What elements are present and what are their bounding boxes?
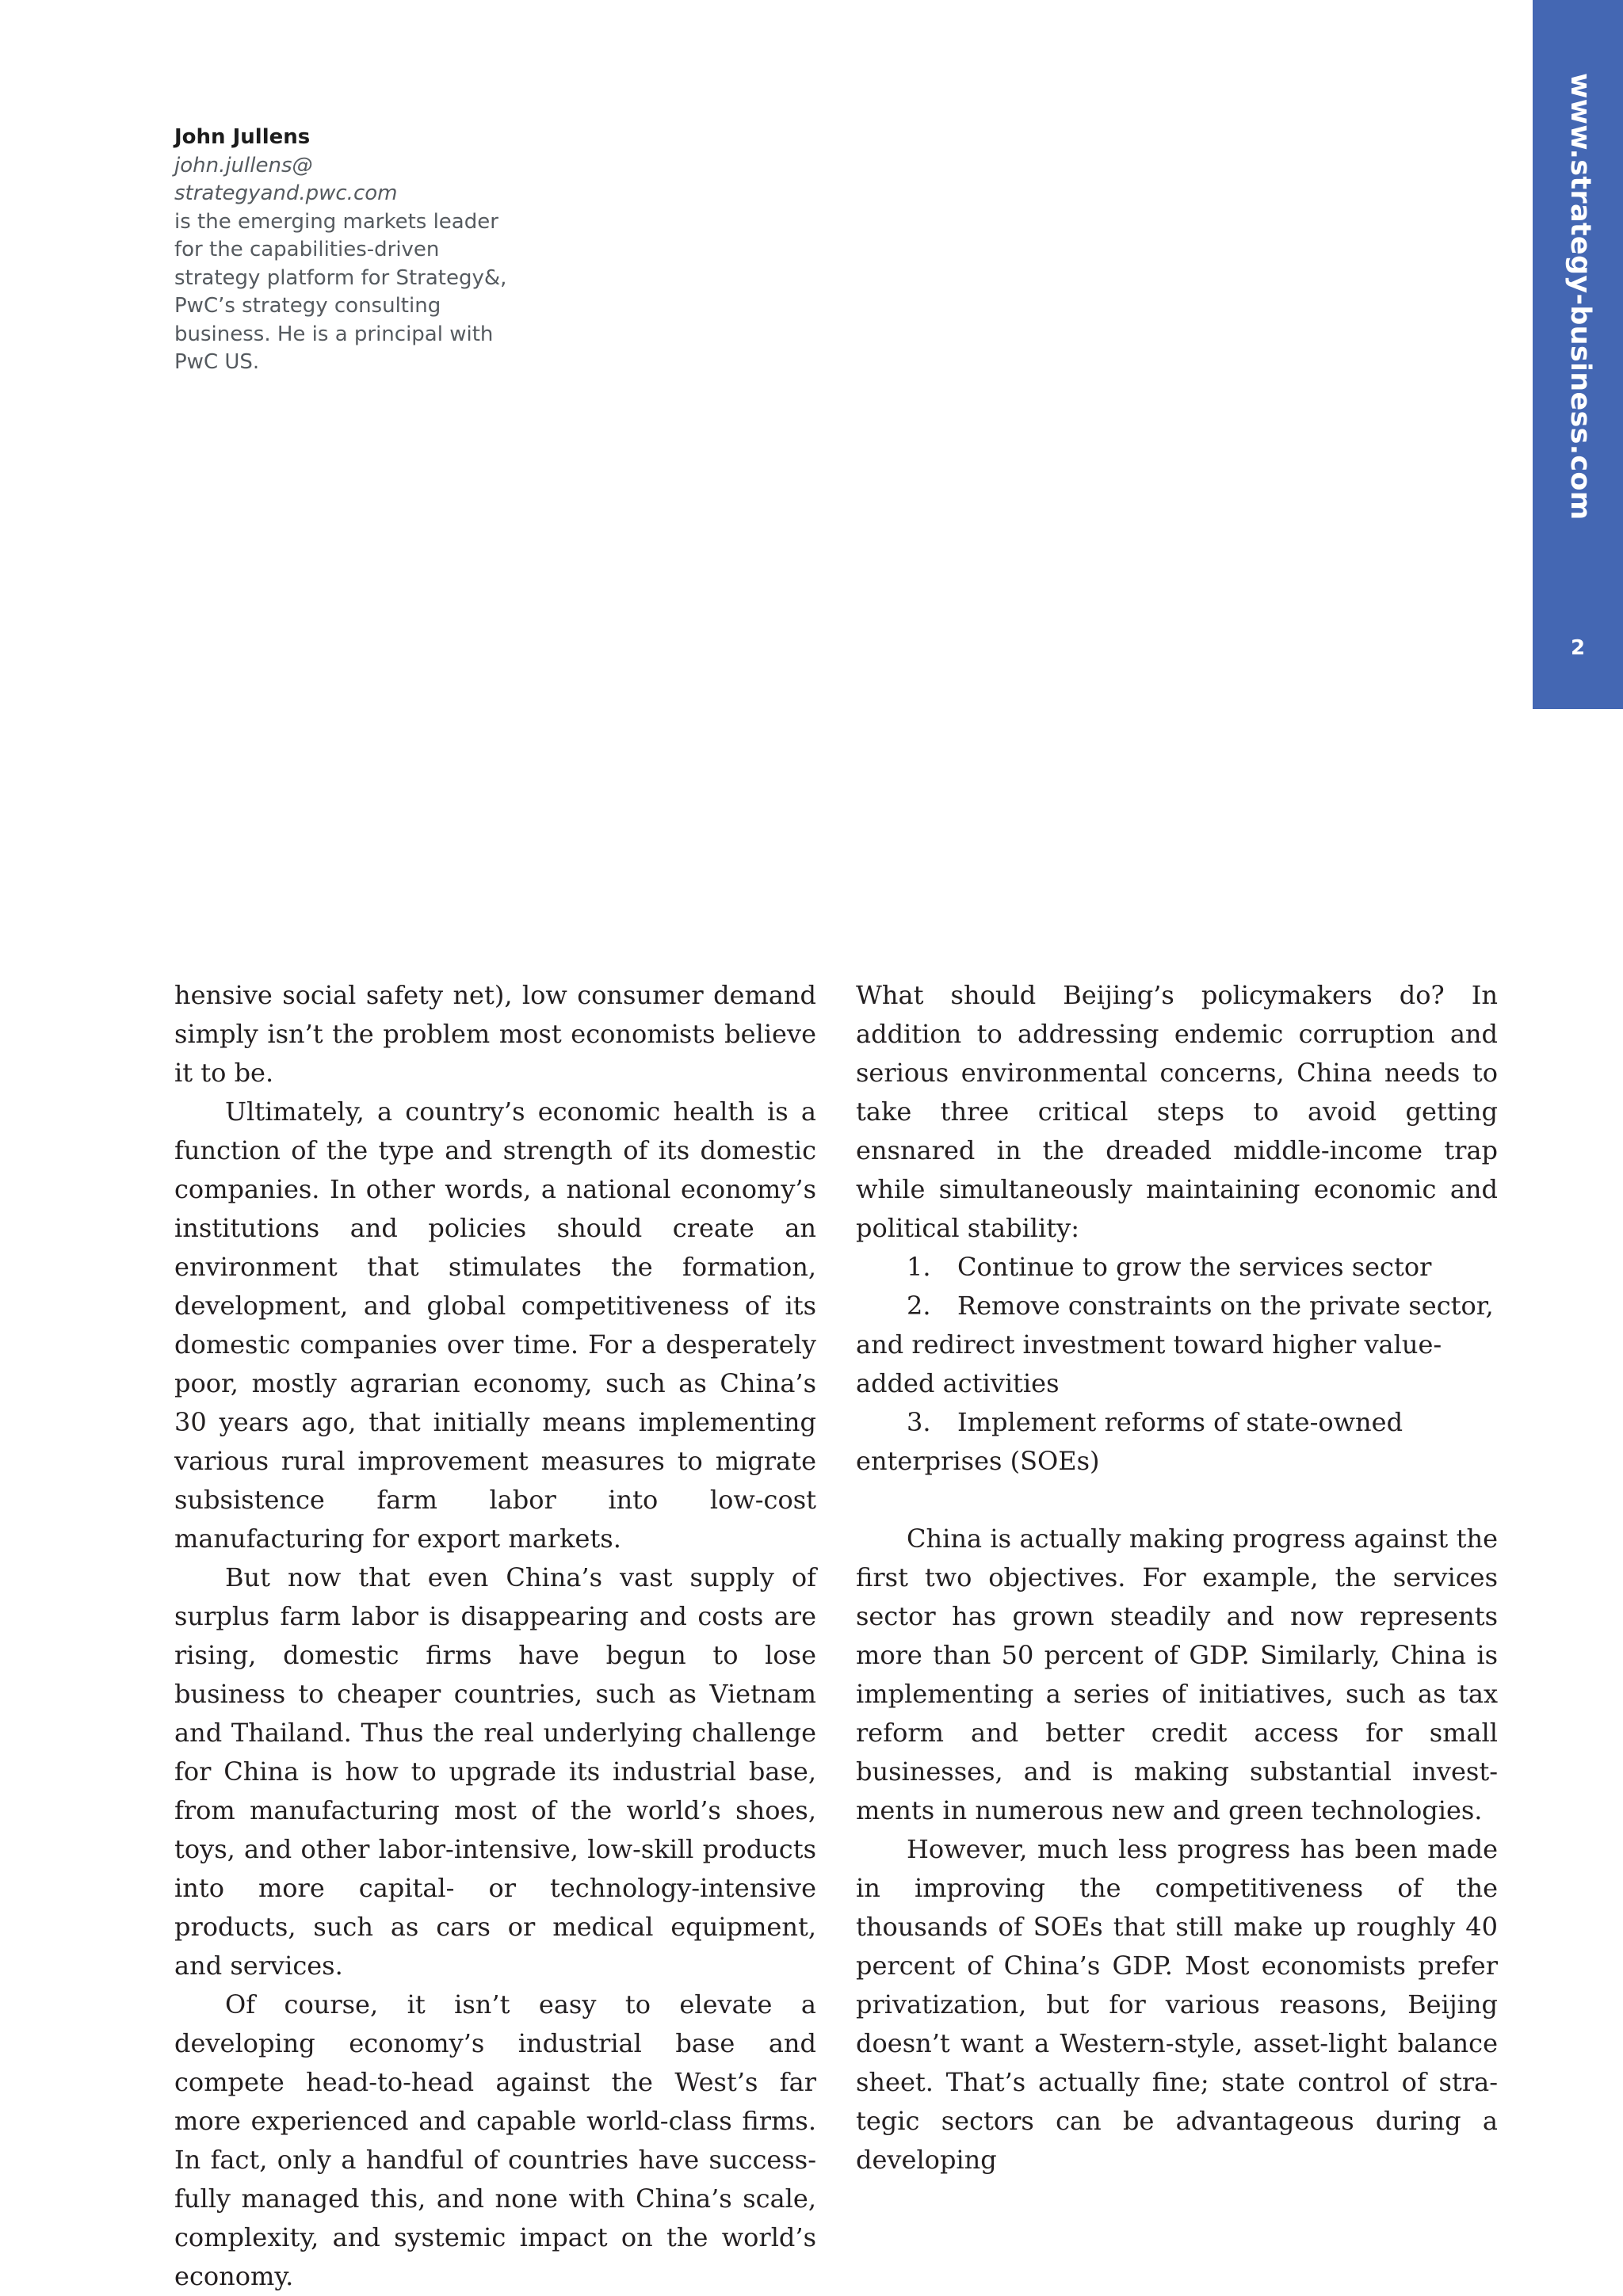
author-name: John Jullens (174, 125, 311, 149)
page-number: 2 (1570, 636, 1586, 660)
right-column (856, 976, 1498, 2180)
left-paragraph-4: Of course, it isn’t easy to elevate a developing economy’s industrial base and compete head-to-head against the West’s far more experienced and capable world-class firms. In fact, only a handful of countries have successfully managed this, and none with China’s scale, complexity, and systemic impact on the world’s economy. (174, 1989, 816, 2291)
author-email-line1[interactable]: john.jullens@ (174, 153, 313, 177)
author-bio: is the emerging markets leader for the capabilities-driven strategy platform for Strategy&, PwC’s strategy consulting business. He is a principal with PwC US. (174, 209, 507, 374)
paragraph-spacer (856, 1481, 1498, 1520)
list-item-number: 3. (907, 1407, 931, 1437)
list-item-text: Continue to grow the services sector (957, 1252, 1432, 1282)
right-intro-paragraph: What should Beijing’s policymakers do? In addition to addressing endemic corruption and serious environmental concerns, China needs to take three critical steps to avoid getting ensnared in the dreaded middle-income trap while simultaneously maintaining economic and political stability: (856, 980, 1498, 1243)
list-item (856, 1403, 1498, 1481)
list-item-text: Remove constraints on the private sector, and redirect investment toward higher value-added activities (856, 1291, 1494, 1398)
sidebar-tab (1533, 0, 1623, 709)
left-paragraph-3: But now that even China’s vast supply of surplus farm labor is disappearing and costs are rising, domestic firms have begun to lose business to cheaper countries, such as Vietnam and Thailand. Thus the real underlying challenge for China is how to upgrade its industrial base, from manufacturing most of the world’s shoes, toys, and other labor-intensive, low-skill products into more capital- or technology-intensive products, such as cars or medical equipment, and services. (174, 1562, 816, 1981)
left-paragraph-2: Ultimately, a country’s economic health is a function of the type and strength of its domestic companies. In other words, a national economy’s institutions and policies should create an environment that stimulates the formation, development, and global competitiveness of its domestic companies over time. For a desperately poor, mostly agrarian economy, such as China’s 30 years ago, that initially means implementing various rural improvement measures to migrate subsistence farm labor into low-cost manufacturing for export markets. (174, 1097, 816, 1554)
right-paragraph-3: However, much less progress has been made in improving the competitiveness of the thousands of SOEs that still make up roughly 40 percent of China’s GDP. Most economists prefer privatization, but for various reasons, Beijing doesn’t want a Western-style, asset-light balance sheet. That’s actually fine; state control of strategic sectors can be advantageous during a developing (856, 1834, 1498, 2175)
left-column (174, 976, 816, 2296)
right-paragraph-2: China is actually making progress against the first two objectives. For example, the services sector has grown steadily and now represents more than 50 percent of GDP. Similarly, China is implementing a series of initiatives, such as tax reform and better credit access for small businesses, and is making substantial investments in numerous new and green technologies. (856, 1524, 1498, 1825)
steps-list (856, 1248, 1498, 1481)
author-email-line2[interactable]: strategyand.pwc.com (174, 181, 398, 205)
author-block (174, 124, 507, 377)
left-paragraph-1: hensive social safety net), low consumer demand simply isn’t the problem most economists believe it to be. (174, 980, 816, 1088)
list-item-text: Implement reforms of state-owned enterprises (SOEs) (856, 1407, 1403, 1476)
list-item-number: 1. (907, 1252, 931, 1282)
list-item-number: 2. (907, 1291, 931, 1321)
list-item (856, 1287, 1498, 1403)
site-url[interactable]: www.strategy-business.com (1564, 73, 1596, 521)
list-item (856, 1248, 1498, 1287)
